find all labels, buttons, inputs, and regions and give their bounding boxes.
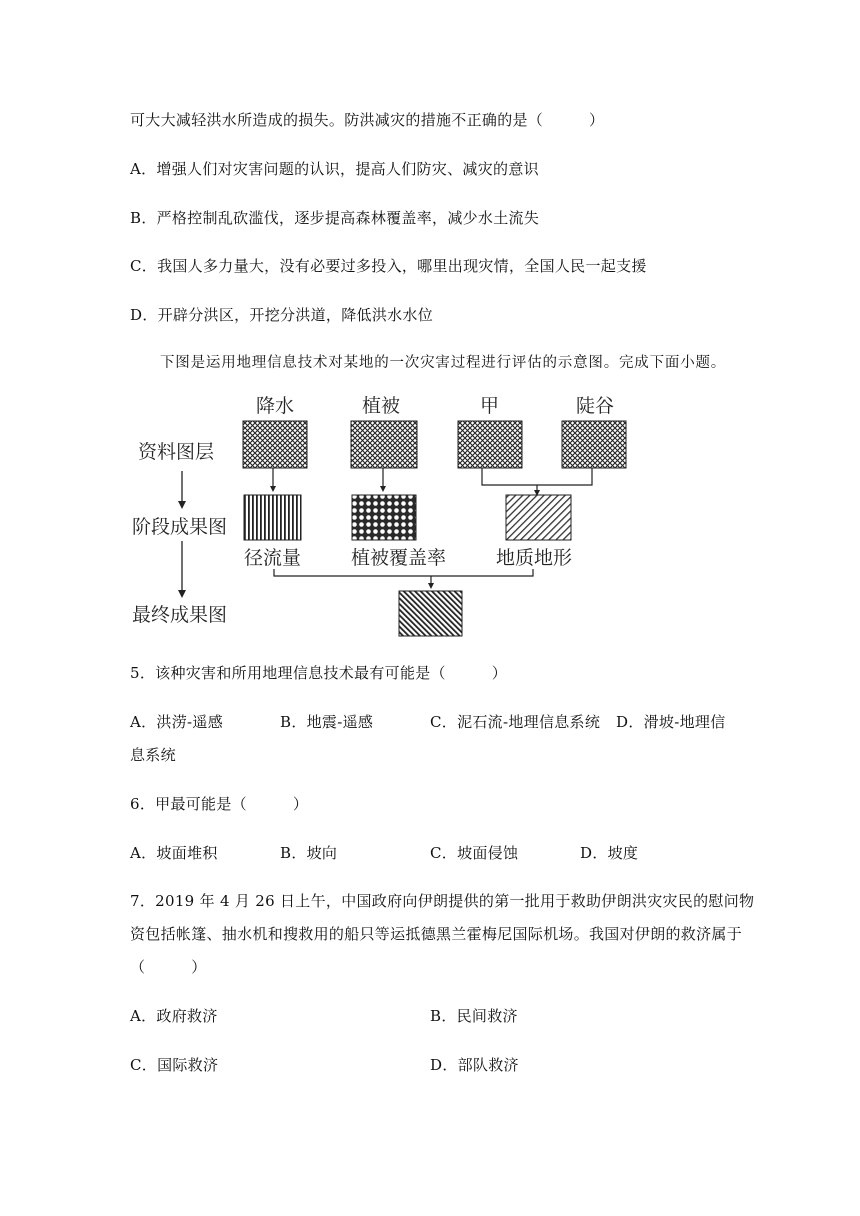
q7-option-d: D．部队救济 — [430, 1056, 519, 1074]
left-label-final-result: 最终成果图 — [132, 604, 228, 626]
q7-stem-line3: （ ） — [130, 958, 207, 976]
left-label-data-layer: 资料图层 — [138, 441, 215, 463]
q6-option-d: D．坡度 — [580, 844, 639, 862]
q5-stem: 5．该种灾害和所用地理信息技术最有可能是（ ） — [130, 664, 508, 682]
option-b: B．严格控制乱砍滥伐，逐步提高森林覆盖率，减少水土流失 — [130, 209, 540, 227]
option-d: D．开辟分洪区，开挖分洪道，降低洪水水位 — [130, 306, 434, 324]
q5-option-d: D．滑坡-地理信 — [616, 713, 726, 731]
q7-option-c: C．国际救济 — [130, 1056, 219, 1074]
q6-option-c: C．坡面侵蚀 — [430, 844, 519, 862]
label-steep-valley: 陡谷 — [576, 395, 615, 417]
stage-coverage-box — [352, 495, 416, 540]
gis-assessment-diagram — [120, 388, 640, 644]
q7-option-a: A．政府救济 — [130, 1007, 218, 1025]
q7-option-b: B．民间救济 — [430, 1007, 518, 1025]
q7-stem-line1: 7．2019 年 4 月 26 日上午，中国政府向伊朗提供的第一批用于救助伊朗洪灾灾民的慰问物 — [130, 892, 755, 910]
q6-option-a: A．坡面堆积 — [130, 844, 218, 862]
arrow-precip-runoff — [270, 468, 276, 492]
layer-steep-valley — [562, 421, 626, 468]
option-a: A．增强人们对灾害问题的认识，提高人们防灾、减灾的意识 — [130, 160, 539, 178]
stage-runoff-box — [244, 495, 301, 540]
connector-jia-valley — [482, 468, 592, 496]
q6-option-b: B．坡向 — [280, 844, 338, 862]
q5-option-c: C．泥石流-地理信息系统 — [430, 713, 601, 731]
connector-to-final — [274, 569, 533, 589]
q5-option-d-wrap: 息系统 — [130, 746, 176, 764]
stage-label-terrain: 地质地形 — [496, 547, 573, 569]
left-arrow-2 — [178, 541, 186, 598]
diagram-intro: 下图是运用地理信息技术对某地的一次灾害过程进行评估的示意图。完成下面小题。 — [160, 355, 727, 371]
stage-label-runoff: 径流量 — [244, 547, 302, 569]
layer-vegetation — [351, 421, 417, 468]
layer-jia — [458, 421, 522, 468]
arrow-veg-coverage — [380, 468, 386, 492]
q7-stem-line2: 资包括帐篷、抽水机和搜救用的船只等运抵德黑兰霍梅尼国际机场。我国对伊朗的救济属于 — [130, 925, 743, 943]
label-jia: 甲 — [480, 395, 500, 417]
left-arrow-1 — [178, 471, 186, 509]
left-label-stage-result: 阶段成果图 — [132, 516, 228, 538]
q6-stem: 6．甲最可能是（ ） — [130, 795, 309, 813]
label-vegetation: 植被 — [362, 395, 401, 417]
label-precipitation: 降水 — [256, 395, 295, 417]
question-stem: 可大大减轻洪水所造成的损失。防洪减灾的措施不正确的是（ ） — [130, 111, 605, 129]
q5-option-b: B．地震-遥感 — [280, 713, 374, 731]
q5-option-a: A．洪涝-遥感 — [130, 713, 224, 731]
final-result-box — [399, 591, 462, 636]
option-c: C．我国人多力量大，没有必要过多投入，哪里出现灾情，全国人民一起支援 — [130, 257, 647, 275]
stage-terrain-box — [506, 495, 571, 540]
layer-precipitation — [243, 421, 307, 468]
stage-label-coverage: 植被覆盖率 — [351, 547, 447, 569]
